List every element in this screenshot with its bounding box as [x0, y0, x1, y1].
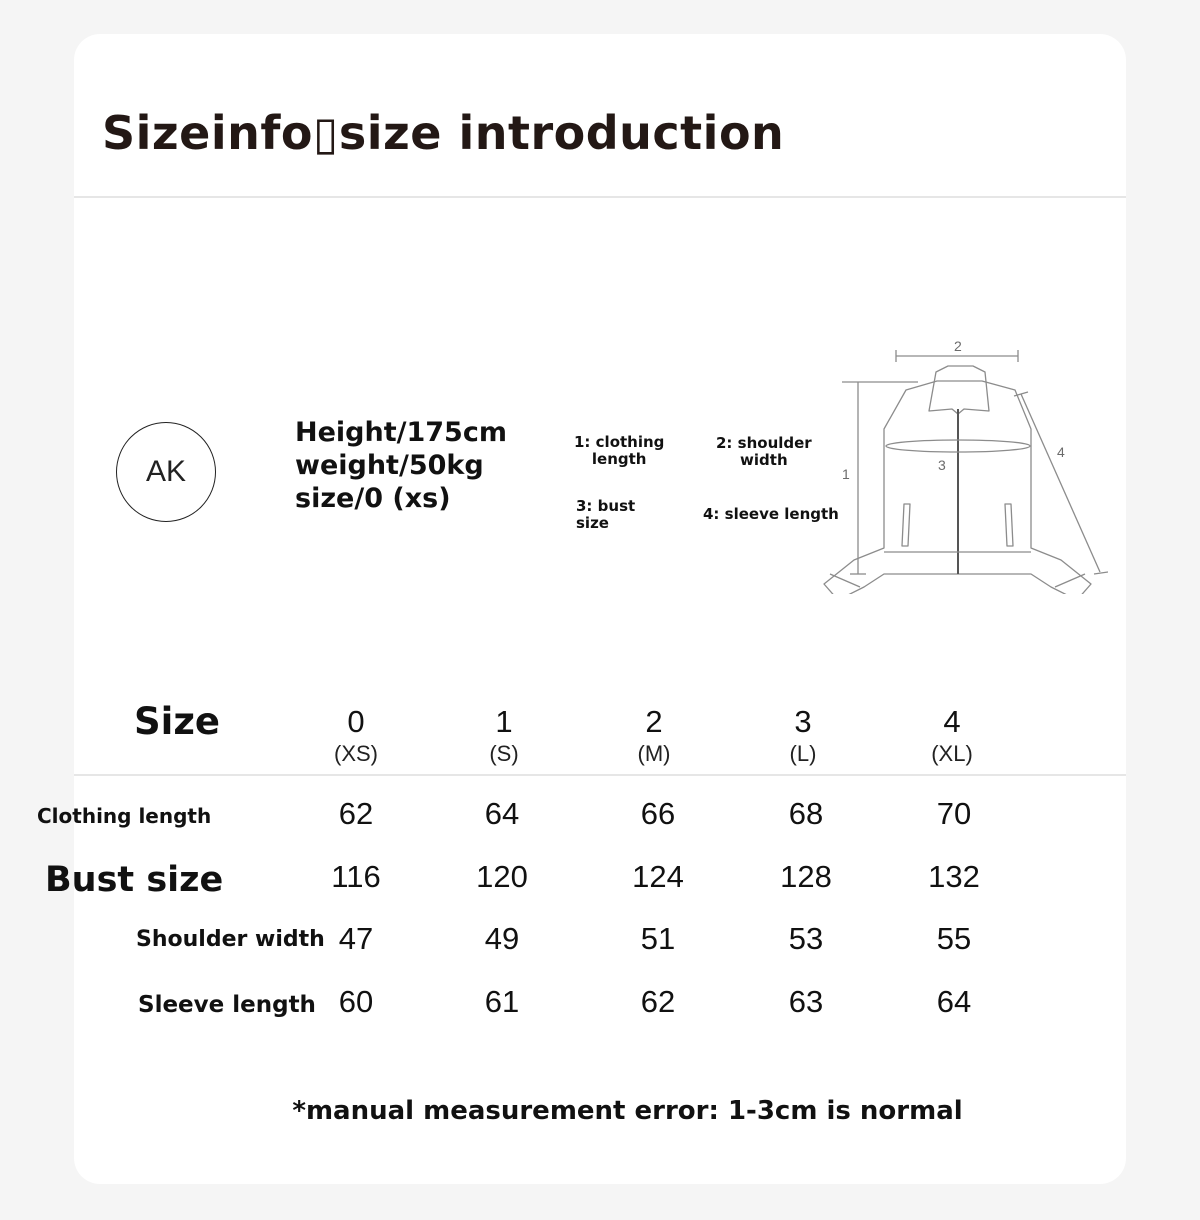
size-abbr: (XL) — [931, 741, 973, 766]
table-cell: 132 — [928, 859, 980, 894]
model-height: Height/175cm — [295, 417, 507, 448]
jacket-sleeve-cuff-left — [830, 574, 860, 587]
size-abbr: (S) — [489, 741, 519, 766]
legend-item2-line1: 2: shoulder — [716, 434, 812, 452]
table-cell: 55 — [936, 921, 972, 956]
legend-item2-line2: width — [740, 451, 788, 469]
size-column-xl — [892, 704, 1012, 768]
size-column-m — [594, 704, 714, 768]
legend-bust-size — [576, 498, 635, 532]
table-cell: 47 — [338, 921, 374, 956]
table-cell: 64 — [484, 796, 520, 831]
diagram-marker-3: 3 — [938, 457, 946, 473]
table-cell: 116 — [331, 859, 381, 894]
row-label-clothing-length: Clothing length — [37, 804, 212, 828]
table-cell: 51 — [640, 921, 676, 956]
table-header-divider — [74, 774, 1126, 776]
avatar-initials: AK — [145, 455, 187, 488]
size-column-xs — [296, 704, 416, 768]
size-number: 2 — [645, 704, 663, 739]
legend-shoulder-width — [716, 435, 812, 469]
table-cell: 63 — [788, 984, 824, 1019]
diagram-marker-2: 2 — [954, 338, 962, 354]
title-divider — [74, 196, 1126, 198]
model-weight: weight/50kg — [295, 450, 484, 481]
table-cell: 62 — [640, 984, 676, 1019]
size-column-l — [743, 704, 863, 768]
model-info — [295, 416, 507, 515]
jacket-collar — [929, 366, 989, 414]
size-number: 0 — [347, 704, 365, 739]
size-abbr: (L) — [789, 741, 817, 766]
jacket-pocket-left — [902, 504, 910, 546]
legend-item3-line1: 3: bust — [576, 497, 636, 515]
table-cell: 68 — [788, 796, 824, 831]
row-label-shoulder-width: Shoulder width — [136, 927, 325, 952]
size-abbr: (XS) — [334, 741, 378, 766]
table-cell: 53 — [788, 921, 824, 956]
jacket-measurement-diagram — [818, 334, 1108, 594]
row-label-sleeve-length: Sleeve length — [138, 992, 316, 1018]
table-cell: 124 — [632, 859, 684, 894]
size-abbr: (M) — [637, 741, 671, 766]
legend-clothing-length — [574, 434, 664, 468]
table-cell: 49 — [484, 921, 520, 956]
size-column-s — [444, 704, 564, 768]
size-number: 1 — [495, 704, 513, 739]
sleeve-tick-bottom — [1094, 572, 1108, 574]
legend-item3-line2: size — [576, 514, 609, 532]
row-label-bust-size: Bust size — [45, 860, 224, 900]
table-cell: 64 — [936, 984, 972, 1019]
table-cell: 61 — [484, 984, 520, 1019]
table-cell: 62 — [338, 796, 374, 831]
model-size: size/0 (xs) — [295, 483, 451, 514]
sleeve-measure-line — [1021, 394, 1100, 572]
size-info-card — [37, 34, 1126, 1184]
diagram-marker-1: 1 — [842, 466, 850, 482]
table-cell: 120 — [476, 859, 528, 894]
size-number: 3 — [794, 704, 812, 739]
measurement-error-note: *manual measurement error: 1-3cm is normal — [292, 1096, 963, 1126]
size-number: 4 — [943, 704, 961, 739]
size-header-label: Size — [134, 700, 220, 743]
legend-item1-line2: length — [591, 450, 647, 468]
model-avatar — [116, 422, 216, 522]
diagram-marker-4: 4 — [1057, 444, 1065, 460]
page-title: Sizeinfo▯size introduction — [102, 106, 785, 160]
jacket-pocket-right — [1005, 504, 1013, 546]
table-cell: 60 — [338, 984, 374, 1019]
legend-item1-line1: 1: clothing — [574, 433, 665, 451]
jacket-sleeve-cuff-right — [1055, 574, 1085, 587]
legend-sleeve-length: 4: sleeve length — [703, 505, 839, 523]
table-cell: 70 — [936, 796, 972, 831]
table-cell: 66 — [640, 796, 676, 831]
table-cell: 128 — [780, 859, 832, 894]
